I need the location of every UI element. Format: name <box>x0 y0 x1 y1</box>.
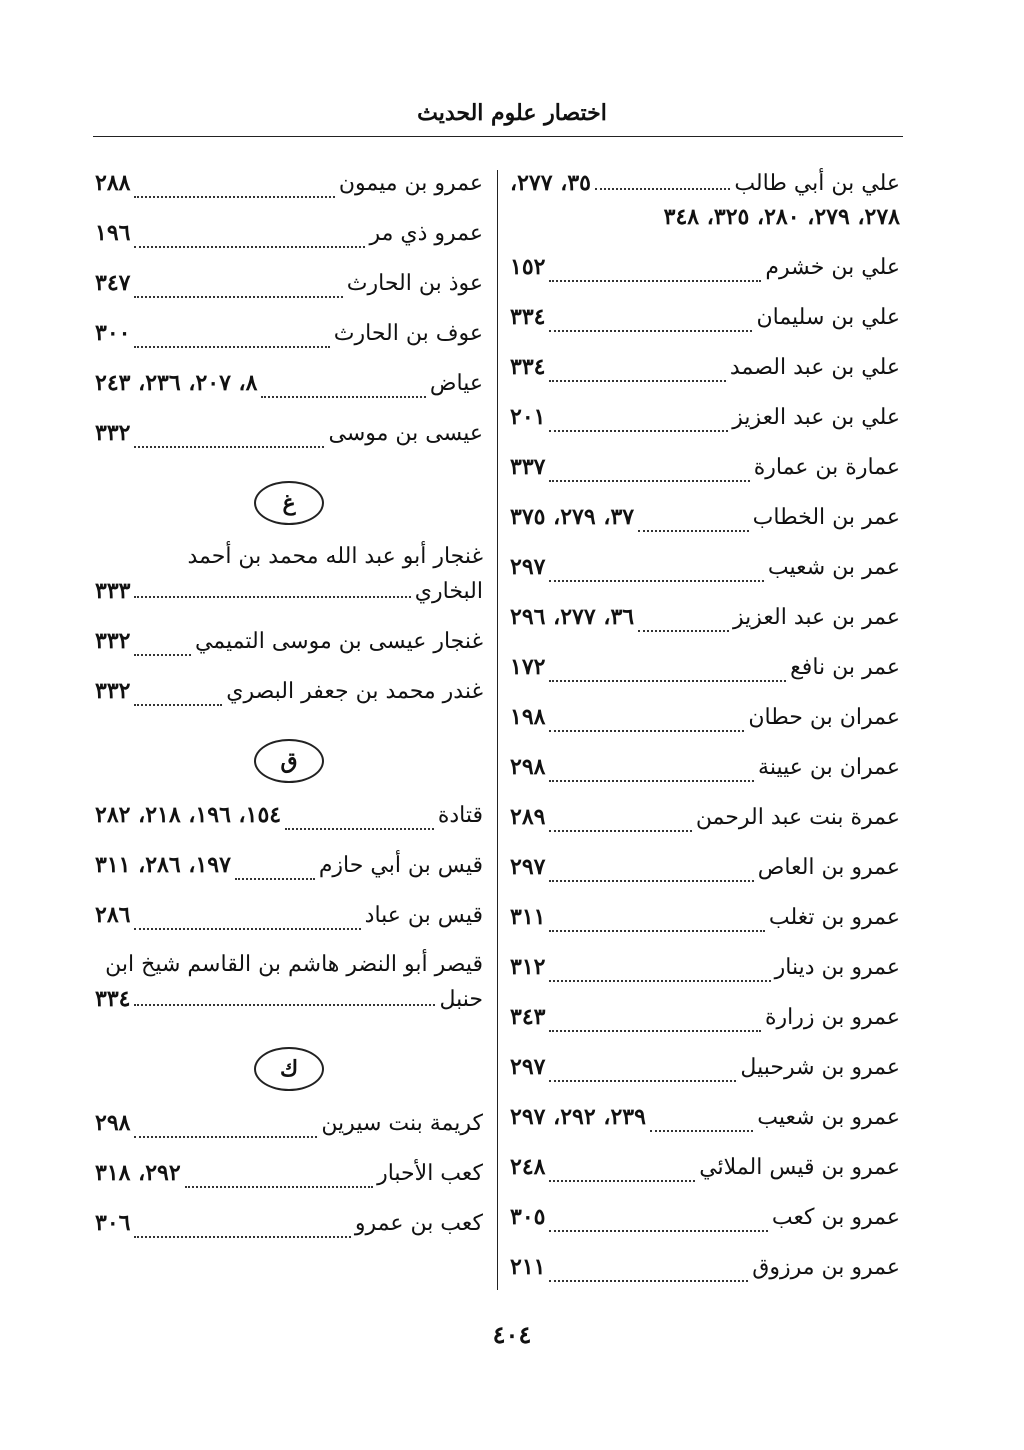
entry-pages: ٢٨٩ <box>510 804 546 830</box>
entry-pages: ٢٩٧ <box>510 854 546 880</box>
entry-name: عمرو بن كعب <box>771 1205 900 1230</box>
index-entry <box>95 1206 483 1256</box>
dot-leader <box>134 1004 435 1006</box>
entry-name: عمر بن عبد العزيز <box>733 605 900 630</box>
entry-name: عمرو بن زرارة <box>765 1005 900 1030</box>
entry-name: عمرو بن تغلب <box>768 905 900 930</box>
letter-badge: غ <box>254 481 324 525</box>
dot-leader <box>549 480 749 482</box>
entry-pages: ٣٤٧ <box>95 270 131 296</box>
dot-leader <box>549 1030 761 1032</box>
entry-name: عمران بن عيينة <box>758 755 900 780</box>
index-entry <box>95 848 483 898</box>
entry-pages: ٣١٢ <box>510 954 546 980</box>
index-entry <box>510 1250 900 1300</box>
entry-name: عوف بن الحارث <box>333 321 483 346</box>
entry-pages: ٣٤٣ <box>510 1004 546 1030</box>
entry-name: عمر بن الخطاب <box>752 505 900 530</box>
dot-leader <box>261 396 425 398</box>
page-number: ٤٠٤ <box>492 1320 532 1349</box>
index-entry <box>510 650 900 700</box>
dot-leader <box>549 280 761 282</box>
index-entry <box>510 250 900 300</box>
dot-leader <box>134 1136 317 1138</box>
entry-pages: ٢٩٢، ٣١٨ <box>95 1160 181 1186</box>
entry-name: عمرو ذي مر <box>369 221 483 246</box>
index-entry <box>95 166 483 216</box>
entry-pages: ٢٣٩، ٢٩٢، ٢٩٧ <box>510 1104 646 1130</box>
index-entry <box>510 550 900 600</box>
entry-pages: ٢٤٨ <box>510 1154 546 1180</box>
dot-leader <box>134 704 222 706</box>
index-entry <box>510 1000 900 1050</box>
entry-pages: ٨، ٢٠٧، ٢٣٦، ٢٤٣ <box>95 370 258 396</box>
entry-name: عمرو بن شرحبيل <box>740 1055 900 1080</box>
entry-name: عمرو بن دينار <box>774 955 900 980</box>
index-entry <box>95 948 483 1032</box>
entry-pages: ٢٠١ <box>510 404 546 430</box>
entry-pages: ٢٩٧ <box>510 554 546 580</box>
entry-pages: ٣٥، ٢٧٧، <box>510 170 591 196</box>
entry-pages: ٣٣٤ <box>95 986 131 1012</box>
entry-name: عمرو بن العاص <box>757 855 900 880</box>
entry-pages: ٢٨٦ <box>95 902 131 928</box>
entry-pages: ٢٩٧ <box>510 1054 546 1080</box>
dot-leader <box>134 654 191 656</box>
entry-pages: ٣٣٧ <box>510 454 546 480</box>
entry-pages: ١٩٧، ٢٨٦، ٣١١ <box>95 852 231 878</box>
entry-pages: ١٥٢ <box>510 254 546 280</box>
dot-leader <box>134 446 324 448</box>
entry-pages: ١٩٨ <box>510 704 546 730</box>
dot-leader <box>235 878 315 880</box>
index-entry <box>95 216 483 266</box>
column-divider <box>497 170 498 1290</box>
entry-name: قيس بن أبي حازم <box>318 853 483 878</box>
index-entry <box>95 540 483 624</box>
dot-leader <box>549 1180 695 1182</box>
index-entry <box>510 450 900 500</box>
dot-leader <box>549 680 786 682</box>
index-entry <box>510 350 900 400</box>
entry-pages: ٣١١ <box>510 904 546 930</box>
letter-badge: ق <box>254 739 324 783</box>
entry-pages: ٣٣٣ <box>95 578 131 604</box>
section-heading-ghain <box>95 466 483 540</box>
index-entry <box>95 1156 483 1206</box>
entry-name: عمر بن شعيب <box>767 555 900 580</box>
index-entry <box>510 1100 900 1150</box>
dot-leader <box>549 580 763 582</box>
dot-leader <box>134 246 365 248</box>
index-entry <box>510 700 900 750</box>
dot-leader <box>638 530 749 532</box>
index-entry <box>95 266 483 316</box>
index-entry <box>95 674 483 724</box>
index-entry <box>95 316 483 366</box>
index-entry <box>95 898 483 948</box>
dot-leader <box>549 380 725 382</box>
index-entry <box>510 1200 900 1250</box>
entry-name: عوذ بن الحارث <box>346 271 483 296</box>
dot-leader <box>134 596 410 598</box>
entry-name: علي بن خشرم <box>765 255 900 280</box>
index-entry <box>510 900 900 950</box>
entry-name: علي بن عبد الصمد <box>729 355 900 380</box>
entry-pages: ٣٧، ٢٧٩، ٣٧٥ <box>510 504 635 530</box>
index-entry <box>95 624 483 674</box>
dot-leader <box>650 1130 753 1132</box>
entry-pages: ٢٩٨ <box>95 1110 131 1136</box>
entry-name: عمرو بن ميمون <box>338 171 483 196</box>
index-entry <box>95 798 483 848</box>
dot-leader <box>134 928 360 930</box>
index-entry <box>95 366 483 416</box>
dot-leader <box>549 730 744 732</box>
entry-pages: ٣٣٤ <box>510 304 546 330</box>
entry-pages: ٣٠٠ <box>95 320 131 346</box>
index-entry <box>510 950 900 1000</box>
entry-pages: ٢٨٨ <box>95 170 131 196</box>
entry-name: قيس بن عباد <box>364 903 483 928</box>
index-entry <box>510 750 900 800</box>
index-entry <box>95 416 483 466</box>
index-entry <box>510 400 900 450</box>
entry-name: كريمة بنت سيرين <box>321 1111 483 1136</box>
dot-leader <box>549 1080 736 1082</box>
entry-name: قتادة <box>437 803 483 828</box>
index-column-right <box>510 166 900 1300</box>
entry-pages: ٣٦، ٢٧٧، ٢٩٦ <box>510 604 635 630</box>
dot-leader <box>549 1280 748 1282</box>
entry-name-line1: قيصر أبو النضر هاشم بن القاسم شيخ ابن <box>105 952 483 977</box>
entry-pages: ٢١١ <box>510 1254 546 1280</box>
entry-name: علي بن عبد العزيز <box>732 405 900 430</box>
dot-leader <box>549 430 728 432</box>
entry-name: كعب بن عمرو <box>354 1211 483 1236</box>
index-entry <box>510 1150 900 1200</box>
dot-leader <box>549 1230 767 1232</box>
entry-name: عيسى بن موسى <box>328 421 483 446</box>
entry-name: عمران بن حطان <box>748 705 900 730</box>
section-heading-qaf <box>95 724 483 798</box>
dot-leader <box>549 330 752 332</box>
entry-pages: ١٥٤، ١٩٦، ٢١٨، ٢٨٢ <box>95 802 282 828</box>
dot-leader <box>285 828 434 830</box>
index-entry <box>510 850 900 900</box>
index-entry <box>510 800 900 850</box>
index-entry <box>95 1106 483 1156</box>
entry-name: غندر محمد بن جعفر البصري <box>226 679 483 704</box>
dot-leader <box>549 980 770 982</box>
entry-pages: ٣٠٥ <box>510 1204 546 1230</box>
dot-leader <box>549 830 691 832</box>
entry-name: عمر بن نافع <box>790 655 900 680</box>
entry-pages: ٣٣٢ <box>95 420 131 446</box>
entry-pages: ٣٠٦ <box>95 1210 131 1236</box>
dot-leader <box>134 296 342 298</box>
entry-name: عمرو بن شعيب <box>757 1105 900 1130</box>
section-heading-kaf <box>95 1032 483 1106</box>
index-entry <box>510 1050 900 1100</box>
dot-leader <box>134 196 334 198</box>
entry-name: البخاري <box>414 579 483 604</box>
index-column-left <box>95 166 483 1256</box>
entry-pages-continued: ٢٧٨، ٢٧٩، ٢٨٠، ٣٢٥، ٣٤٨ <box>663 204 900 230</box>
dot-leader <box>595 188 730 190</box>
entry-name: عمرة بنت عبد الرحمن <box>695 805 900 830</box>
entry-pages: ١٧٢ <box>510 654 546 680</box>
dot-leader <box>134 346 329 348</box>
index-entry <box>510 166 900 250</box>
letter-badge: ك <box>254 1047 324 1091</box>
entry-pages: ٣٣٤ <box>510 354 546 380</box>
entry-pages: ١٩٦ <box>95 220 131 246</box>
entry-name: غنجار عيسى بن موسى التميمي <box>194 629 483 654</box>
dot-leader <box>549 880 753 882</box>
entry-name: عياض <box>429 371 483 396</box>
index-entry <box>510 500 900 550</box>
entry-name: كعب الأحبار <box>377 1161 483 1186</box>
entry-pages: ٢٩٨ <box>510 754 546 780</box>
running-header-title: اختصار علوم الحديث <box>417 100 607 126</box>
dot-leader <box>134 1236 350 1238</box>
header-rule <box>93 136 903 137</box>
index-entry <box>510 300 900 350</box>
dot-leader <box>549 780 754 782</box>
entry-name: عمارة بن عمارة <box>753 455 900 480</box>
entry-name: عمرو بن قيس الملائي <box>699 1155 900 1180</box>
dot-leader <box>185 1186 373 1188</box>
entry-name: علي بن أبي طالب <box>734 171 900 196</box>
entry-name-line1: غنجار أبو عبد الله محمد بن أحمد <box>187 544 483 569</box>
entry-name: حنبل <box>439 987 483 1012</box>
entry-name: عمرو بن مرزوق <box>752 1255 900 1280</box>
entry-pages: ٣٣٢ <box>95 628 131 654</box>
entry-name: علي بن سليمان <box>756 305 900 330</box>
dot-leader <box>638 630 729 632</box>
dot-leader <box>549 930 764 932</box>
index-entry <box>510 600 900 650</box>
entry-pages: ٣٣٢ <box>95 678 131 704</box>
